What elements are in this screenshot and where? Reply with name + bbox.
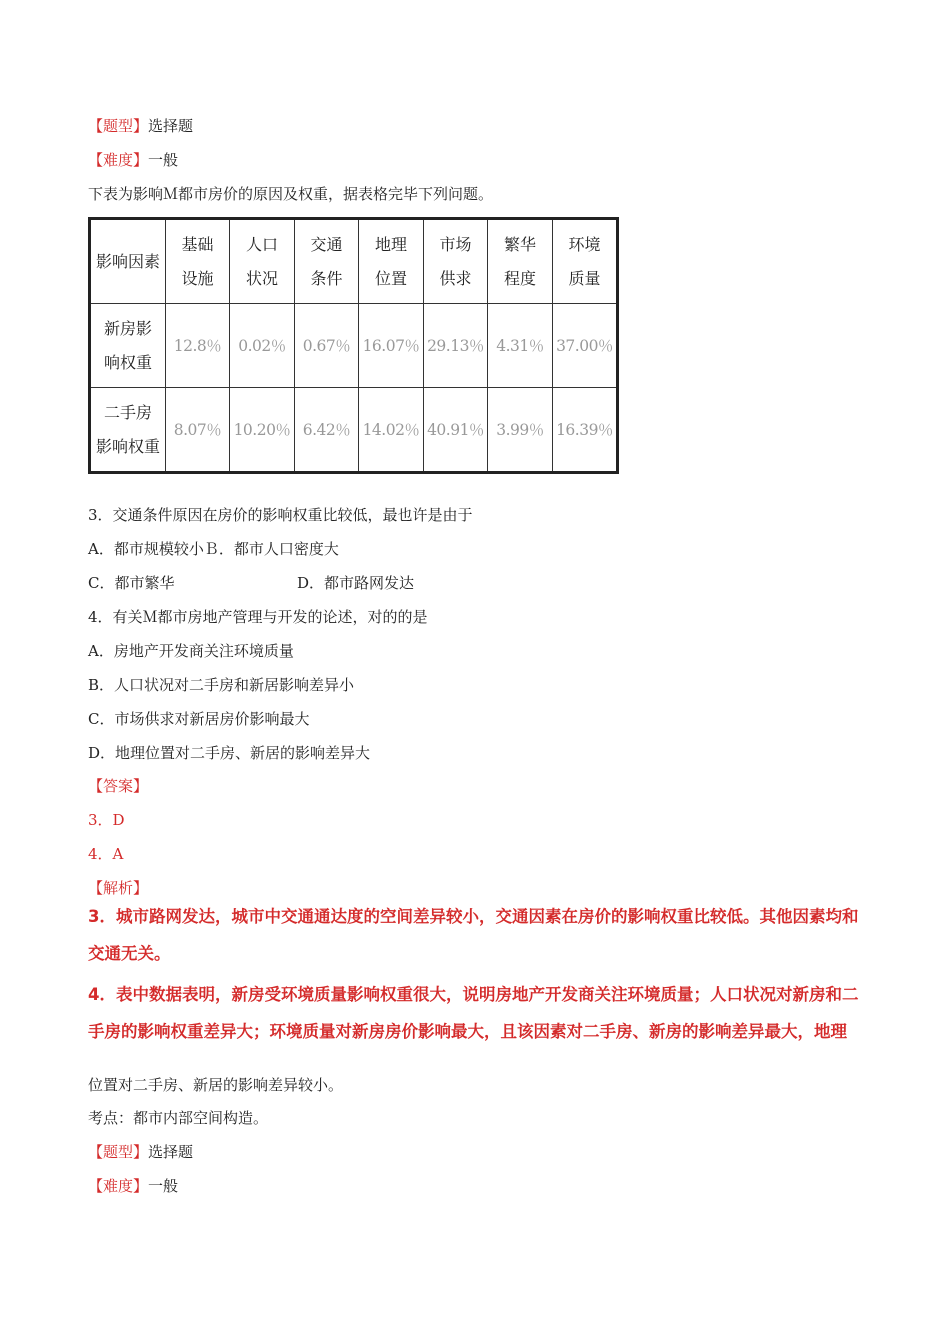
question-4-option-b: B．人口状况对二手房和新居影响差异小 xyxy=(88,676,355,694)
table-cell: 29.13％ xyxy=(424,304,488,388)
difficulty-label: 【难度】 xyxy=(88,1177,149,1195)
question-3-option-d: D．都市路网发达 xyxy=(297,574,415,592)
table-header-cell: 人口 状况 xyxy=(230,219,295,304)
table-row-header: 新房影 响权重 xyxy=(90,304,166,388)
kaodian-text: 考点：都市内部空间构造。 xyxy=(88,1109,269,1127)
table-cell: 4.31％ xyxy=(488,304,553,388)
table-header-cell: 地理 位置 xyxy=(359,219,424,304)
table-cell: 0.67％ xyxy=(295,304,359,388)
table-cell: 10.20％ xyxy=(230,388,295,473)
analysis-4-line1: 4．表中数据表明，新房受环境质量影响权重很大，说明房地产开发商关注环境质量；人口状况对新房和二 xyxy=(88,985,859,1004)
difficulty-value: 一般 xyxy=(148,1177,179,1195)
answer-4: 4．A xyxy=(88,845,124,863)
answer-3: 3．D xyxy=(88,811,125,829)
difficulty-line xyxy=(88,150,178,170)
analysis-3-line1: 3．城市路网发达，城市中交通通达度的空间差异较小，交通因素在房价的影响权重比较低。其他因素均和 xyxy=(88,907,859,926)
table-header-cell: 基础 设施 xyxy=(166,219,230,304)
question-type-label: 【题型】 xyxy=(88,1143,149,1161)
table-cell: 8.07％ xyxy=(166,388,230,473)
question-4-stem: 4．有关Ｍ都市房地产管理与开发的论述，对的的是 xyxy=(88,608,428,626)
table-cell: 6.42％ xyxy=(295,388,359,473)
difficulty-label: 【难度】 xyxy=(88,151,149,169)
difficulty-line-2 xyxy=(88,1176,178,1196)
factor-weight-table xyxy=(88,217,619,474)
table-header-row xyxy=(90,219,618,304)
question-type-value: 选择题 xyxy=(148,1143,194,1161)
analysis-label: 【解析】 xyxy=(88,879,149,897)
question-4-option-d: D．地理位置对二手房、新居的影响差异大 xyxy=(88,744,371,762)
table-header-cell: 交通 条件 xyxy=(295,219,359,304)
table-corner-cell: 影响因素 xyxy=(90,219,166,304)
question-3-option-c: C．都市繁华 xyxy=(88,574,175,592)
question-type-line xyxy=(88,116,193,136)
table-cell: 3.99％ xyxy=(488,388,553,473)
answer-label: 【答案】 xyxy=(88,777,149,795)
question-type-value: 选择题 xyxy=(148,117,194,135)
question-3-stem: 3．交通条件原因在房价的影响权重比较低，最也许是由于 xyxy=(88,506,473,524)
question-4-option-c: C．市场供求对新居房价影响最大 xyxy=(88,710,310,728)
table-header-cell: 繁华 程度 xyxy=(488,219,553,304)
difficulty-value: 一般 xyxy=(148,151,179,169)
intro-text: 下表为影响Ｍ都市房价的原因及权重，据表格完毕下列问题。 xyxy=(88,185,494,203)
table-cell: 40.91％ xyxy=(424,388,488,473)
analysis-3-line2: 交通无关。 xyxy=(88,944,171,963)
table-cell: 14.02％ xyxy=(359,388,424,473)
table-row-header: 二手房 影响权重 xyxy=(90,388,166,473)
table-row xyxy=(90,304,618,388)
question-3-option-ab: A．都市规模较小Ｂ．都市人口密度大 xyxy=(88,540,339,558)
question-type-line-2 xyxy=(88,1142,193,1162)
question-4-option-a: A．房地产开发商关注环境质量 xyxy=(88,642,294,660)
table-header-cell: 市场 供求 xyxy=(424,219,488,304)
table-row xyxy=(90,388,618,473)
table-cell: 0.02％ xyxy=(230,304,295,388)
analysis-4-line3: 位置对二手房、新居的影响差异较小。 xyxy=(88,1076,344,1094)
table-cell: 12.8％ xyxy=(166,304,230,388)
table-cell: 16.39％ xyxy=(553,388,618,473)
table-cell: 16.07％ xyxy=(359,304,424,388)
analysis-4-line2: 手房的影响权重差异大；环境质量对新房房价影响最大，且该因素对二手房、新房的影响差异最大，地理 xyxy=(88,1022,847,1041)
table-header-cell: 环境 质量 xyxy=(553,219,618,304)
table-cell: 37.00％ xyxy=(553,304,618,388)
question-type-label: 【题型】 xyxy=(88,117,149,135)
